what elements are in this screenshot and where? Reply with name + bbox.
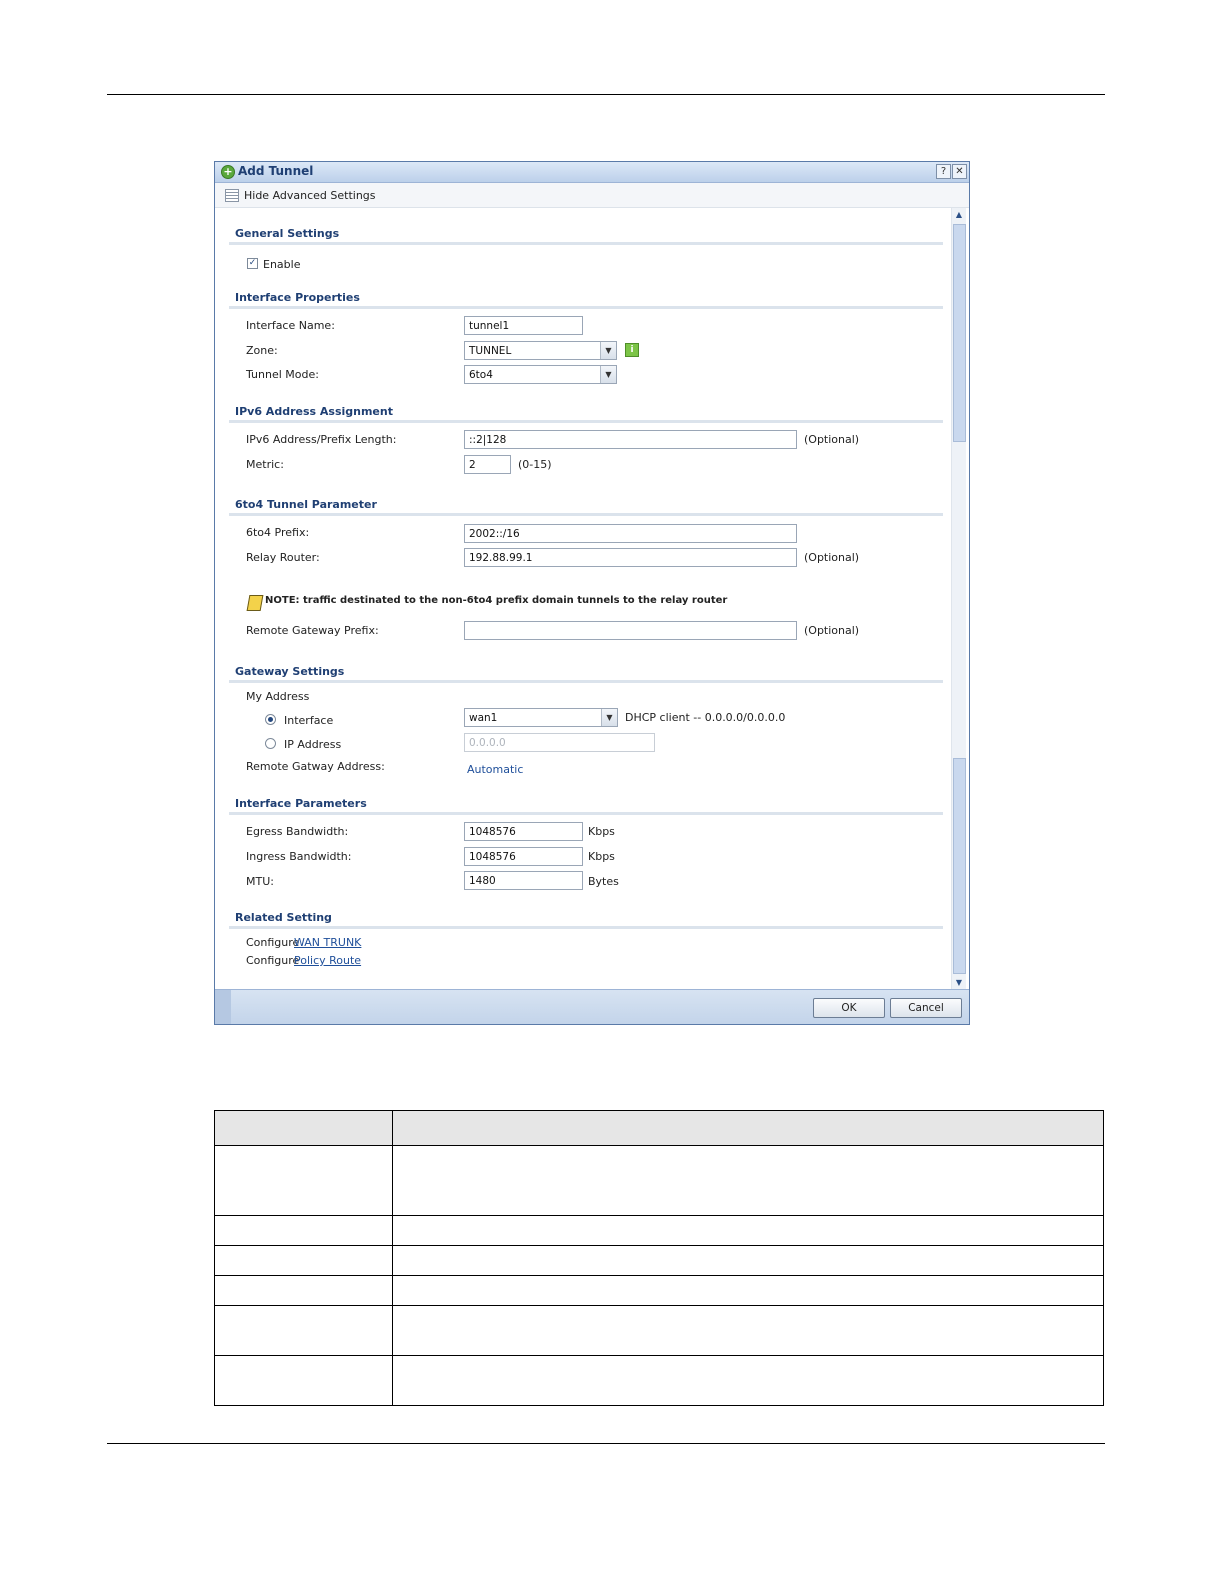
help-button[interactable]: ? [936, 164, 951, 179]
table-row [215, 1276, 1104, 1306]
section-divider [229, 680, 943, 683]
section-divider [229, 513, 943, 516]
interface-info: DHCP client -- 0.0.0.0/0.0.0.0 [625, 711, 786, 724]
dialog-content [215, 208, 949, 990]
enable-label: Enable [263, 258, 301, 271]
egress-bandwidth-input[interactable]: 1048576 [464, 822, 583, 841]
scrollbar-track-segment[interactable] [953, 758, 966, 974]
table-cell [393, 1146, 1104, 1216]
table-row [215, 1306, 1104, 1356]
remote-gateway-prefix-hint: (Optional) [804, 624, 860, 637]
table-cell [215, 1216, 393, 1246]
metric-input[interactable]: 2 [464, 455, 511, 474]
section-interface-parameters: Interface Parameters [235, 797, 367, 810]
interface-name-input[interactable]: tunnel1 [464, 316, 583, 335]
gateway-interface-select[interactable] [464, 708, 618, 727]
relay-router-label: Relay Router: [246, 551, 320, 564]
scroll-down-icon[interactable]: ▼ [955, 978, 963, 987]
interface-radio-label: Interface [284, 714, 334, 727]
remote-gateway-address-label: Remote Gatway Address: [246, 760, 385, 773]
relay-router-hint: (Optional) [804, 551, 860, 564]
table-cell [393, 1306, 1104, 1356]
advanced-settings-label: Hide Advanced Settings [244, 189, 376, 202]
table-header-cell [215, 1111, 393, 1146]
table-cell [393, 1216, 1104, 1246]
section-gateway-settings: Gateway Settings [235, 665, 345, 678]
tunnel-mode-select[interactable] [464, 365, 617, 384]
remote-gateway-prefix-input[interactable] [464, 621, 797, 640]
close-button[interactable]: ✕ [952, 164, 967, 179]
cancel-button[interactable]: Cancel [890, 998, 962, 1018]
scrollbar-thumb[interactable] [953, 224, 966, 442]
ipv6-address-hint: (Optional) [804, 433, 860, 446]
section-divider [229, 242, 943, 245]
section-related-setting: Related Setting [235, 911, 332, 924]
wan-trunk-link[interactable]: WAN TRUNK [294, 936, 362, 949]
table-header-cell [393, 1111, 1104, 1146]
table-row [215, 1356, 1104, 1406]
section-general-settings: General Settings [235, 227, 340, 240]
table-cell [393, 1276, 1104, 1306]
table-cell [215, 1146, 393, 1216]
add-tunnel-dialog [214, 161, 970, 1025]
6to4-prefix-label: 6to4 Prefix: [246, 526, 310, 539]
interface-radio[interactable] [265, 714, 276, 725]
section-divider [229, 812, 943, 815]
interface-name-label: Interface Name: [246, 319, 335, 332]
ingress-unit: Kbps [588, 850, 615, 863]
table-row [215, 1146, 1104, 1216]
table-header-row [215, 1111, 1104, 1146]
section-divider [229, 420, 943, 423]
enable-checkbox[interactable]: ✓ [248, 258, 257, 268]
content-scrollbar[interactable] [951, 208, 966, 990]
dialog-footer [215, 989, 969, 1024]
table-cell [393, 1246, 1104, 1276]
table-cell [393, 1356, 1104, 1406]
table-row [215, 1246, 1104, 1276]
relay-router-input[interactable]: 192.88.99.1 [464, 548, 797, 567]
egress-unit: Kbps [588, 825, 615, 838]
table-cell [215, 1276, 393, 1306]
section-6to4-tunnel-parameter: 6to4 Tunnel Parameter [235, 498, 377, 511]
egress-bandwidth-label: Egress Bandwidth: [246, 825, 349, 838]
ipv6-address-label: IPv6 Address/Prefix Length: [246, 433, 397, 446]
ok-button[interactable]: OK [813, 998, 885, 1018]
add-circle-icon: + [221, 165, 235, 179]
ip-address-input: 0.0.0.0 [464, 733, 655, 752]
ipv6-address-input[interactable]: ::2|128 [464, 430, 797, 449]
section-interface-properties: Interface Properties [235, 291, 360, 304]
dialog-title: Add Tunnel [238, 164, 314, 178]
table-cell [215, 1306, 393, 1356]
chevron-down-icon: ▼ [601, 709, 617, 726]
remote-gateway-address-value: Automatic [467, 763, 524, 776]
gateway-interface-select-value: wan1 [469, 712, 498, 724]
policy-route-link[interactable]: Policy Route [294, 954, 362, 967]
configure-wan-trunk-text: Configure [246, 936, 300, 949]
mtu-unit: Bytes [588, 875, 619, 888]
table-cell [215, 1356, 393, 1406]
tunnel-mode-select-value: 6to4 [469, 369, 493, 381]
zone-select-value: TUNNEL [469, 345, 512, 357]
metric-hint: (0-15) [518, 458, 552, 471]
tunnel-mode-label: Tunnel Mode: [246, 368, 319, 381]
ingress-bandwidth-input[interactable]: 1048576 [464, 847, 583, 866]
page-rule-bottom [107, 1443, 1105, 1444]
configure-policy-route-text: Configure [246, 954, 300, 967]
section-ipv6-address-assignment: IPv6 Address Assignment [235, 405, 393, 418]
field-description-table [214, 1110, 1104, 1406]
footer-edge [215, 990, 231, 1024]
zone-label: Zone: [246, 344, 278, 357]
advanced-settings-toggle[interactable] [215, 183, 969, 208]
my-address-label: My Address [246, 690, 310, 703]
6to4-prefix-input[interactable]: 2002::/16 [464, 524, 797, 543]
table-cell [215, 1246, 393, 1276]
mtu-label: MTU: [246, 875, 274, 888]
dialog-titlebar [215, 162, 969, 183]
mtu-input[interactable]: 1480 [464, 871, 583, 890]
list-icon [225, 189, 239, 202]
section-divider [229, 926, 943, 929]
section-divider [229, 306, 943, 309]
ip-address-radio-label: IP Address [284, 738, 342, 751]
chevron-down-icon: ▼ [600, 342, 616, 359]
ingress-bandwidth-label: Ingress Bandwidth: [246, 850, 352, 863]
info-icon[interactable]: i [625, 343, 639, 357]
note-icon [247, 595, 264, 611]
table-row [215, 1216, 1104, 1246]
zone-select[interactable] [464, 341, 617, 360]
page-rule-top [107, 94, 1105, 95]
scroll-up-icon[interactable]: ▲ [955, 210, 963, 219]
note-text: NOTE: traffic destinated to the non-6to4 prefix domain tunnels to the relay router [265, 595, 728, 606]
chevron-down-icon: ▼ [600, 366, 616, 383]
ip-address-radio[interactable] [265, 738, 276, 749]
metric-label: Metric: [246, 458, 284, 471]
remote-gateway-prefix-label: Remote Gateway Prefix: [246, 624, 379, 637]
